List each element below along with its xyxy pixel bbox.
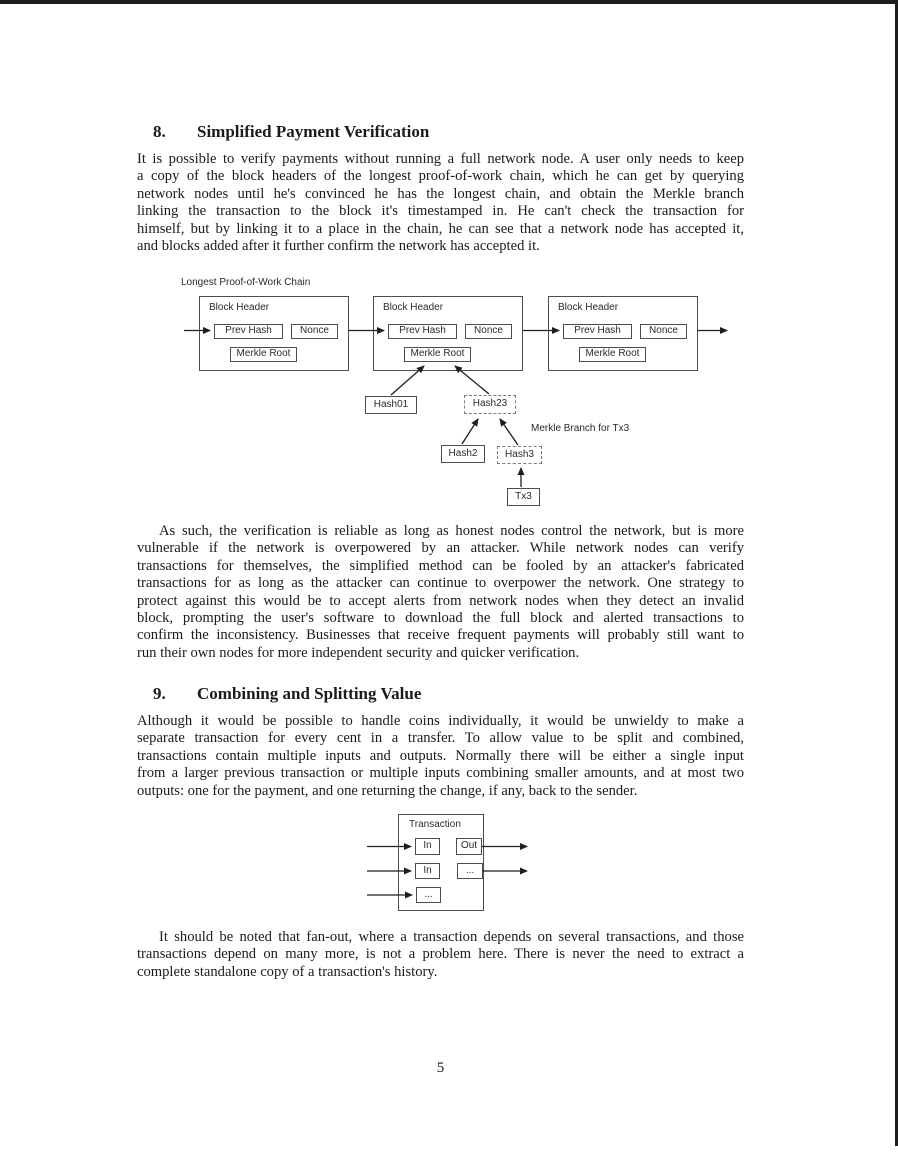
paragraph-spv-intro — [137, 151, 744, 255]
hash3-box: Hash3 — [497, 446, 542, 464]
arrow-hash2-to-hash23 — [462, 419, 478, 444]
transaction-title: Transaction — [409, 819, 461, 830]
arrow-hash3-to-hash23 — [500, 419, 518, 445]
text-line: It should be noted that fan-out, where a transaction depends on several transactions, and those — [159, 929, 744, 945]
text-line: transactions for as long as the attacker can continue to overpower the network. One strategy to — [137, 575, 744, 592]
text-line: transactions contain multiple inputs and outputs. Normally there will be either a single input — [137, 747, 744, 764]
nonce-box: Nonce — [640, 324, 687, 339]
block-header-label: Block Header — [209, 302, 270, 313]
text-line: confirm the inconsistency. Businesses that receive frequent payments will probably still want to — [137, 627, 744, 644]
nonce-box: Nonce — [291, 324, 338, 339]
text-line: network nodes until he's convinced he has the longest chain, and obtain the Merkle branch — [137, 185, 744, 202]
text-line: from a larger previous transaction or multiple inputs combining smaller amounts, and at most two — [137, 765, 744, 782]
text-line: complete standalone copy of a transaction's history. — [137, 963, 438, 980]
section-8-title: Simplified Payment Verification — [197, 122, 430, 141]
tx-out-box-1: Out — [456, 838, 482, 855]
text-line: run their own nodes for more independent security and quicker verification. — [137, 644, 580, 661]
page-top-border — [0, 0, 898, 4]
text-line: Although it would be possible to handle coins individually, it would be unwieldy to make a — [137, 713, 744, 729]
hash2-box: Hash2 — [441, 445, 485, 463]
text-line: linking the transaction to the block it's timestamped in. He can't check the transaction for — [137, 203, 744, 220]
text-line: protect against this would be to accept alerts from network nodes when they detect an invalid — [137, 592, 744, 609]
block-header-box-3 — [548, 296, 698, 371]
block-header-label: Block Header — [383, 302, 444, 313]
text-line: separate transaction for every cent in a transfer. To allow value to be split and combined, — [137, 730, 744, 747]
text-line: vulnerable if the network is overpowered by an attacker. While network nodes can verify — [137, 540, 744, 557]
hash23-box: Hash23 — [464, 395, 516, 414]
merkle-root-box: Merkle Root — [230, 347, 297, 362]
block-header-box-2 — [373, 296, 523, 371]
section-8-number: 8. — [153, 122, 166, 141]
merkle-root-box: Merkle Root — [579, 347, 646, 362]
block-header-label: Block Header — [558, 302, 619, 313]
tx-in-box-2: In — [415, 863, 440, 879]
text-line: transactions for themselves, the simplified method can be fooled by an attacker's fabricated — [137, 557, 744, 574]
section-9-number: 9. — [153, 684, 166, 703]
hash01-box: Hash01 — [365, 396, 417, 414]
tx-in-box-more: ... — [416, 887, 441, 903]
merkle-branch-label: Merkle Branch for Tx3 — [531, 423, 630, 434]
tx-out-box-more: ... — [457, 863, 483, 879]
text-line: block, prompting the user's software to download the full block and alerted transactions to — [137, 609, 744, 626]
prev-hash-box: Prev Hash — [563, 324, 632, 339]
prev-hash-box: Prev Hash — [214, 324, 283, 339]
paragraph-combining-value — [137, 713, 744, 800]
prev-hash-box: Prev Hash — [388, 324, 457, 339]
text-line: It is possible to verify payments without running a full network node. A user only needs to keep — [137, 151, 744, 167]
page-number: 5 — [436, 1060, 445, 1076]
paragraph-fanout — [137, 929, 744, 981]
tx-in-box-1: In — [415, 838, 440, 855]
section-8-heading — [153, 122, 753, 142]
paragraph-spv-discussion — [137, 523, 744, 662]
text-line: a copy of the block headers of the longest proof-of-work chain, which he can get by querying — [137, 168, 744, 185]
section-9-title: Combining and Splitting Value — [197, 684, 422, 703]
tx3-box: Tx3 — [507, 488, 540, 506]
text-line: outputs: one for the payment, and one returning the change, if any, back to the sender. — [137, 782, 638, 799]
diagram-caption-longest-chain: Longest Proof-of-Work Chain — [181, 277, 311, 288]
nonce-box: Nonce — [465, 324, 512, 339]
text-line: As such, the verification is reliable as long as honest nodes control the network, but is more — [159, 523, 744, 539]
block-header-box-1 — [199, 296, 349, 371]
section-9-heading — [153, 684, 753, 704]
text-line: and blocks added after it further confirm the network has accepted it. — [137, 237, 540, 254]
text-line: himself, but by linking it to a place in the chain, he can see that a network node has accepted it, — [137, 220, 744, 237]
merkle-root-box: Merkle Root — [404, 347, 471, 362]
text-line: transactions depend on many more, is not a problem here. There is never the need to extract a — [137, 946, 744, 963]
